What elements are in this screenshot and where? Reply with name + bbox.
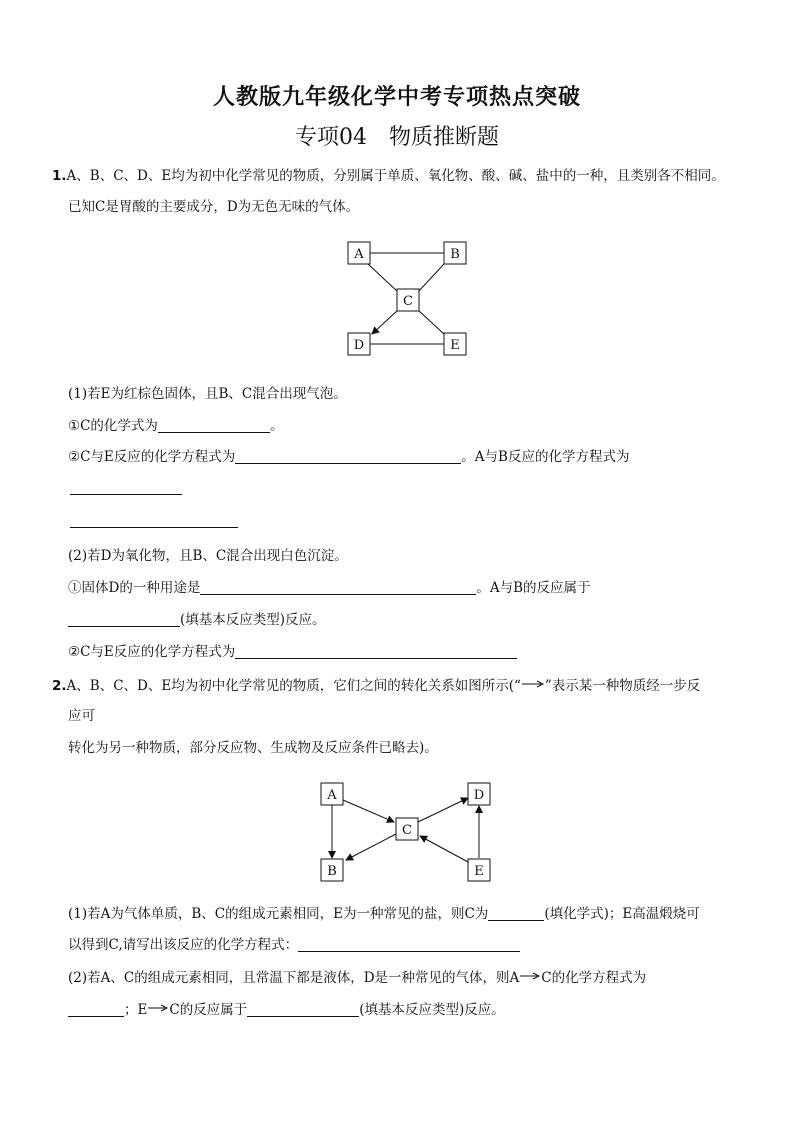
svg-text:E: E xyxy=(474,864,484,879)
arrow-icon xyxy=(147,1003,169,1013)
q2-part1-text: (1)若A为气体单质，B、C的组成元素相同，E为一种常见的盐，则C为 xyxy=(68,906,489,922)
svg-text:B: B xyxy=(450,247,460,262)
svg-text:A: A xyxy=(327,788,337,803)
svg-text:E: E xyxy=(450,338,460,353)
q2-part2-line2-text: ；E xyxy=(124,1002,148,1018)
q1-part2-item1 xyxy=(68,578,591,598)
svg-text:C: C xyxy=(403,294,413,309)
q2-stem-line1 xyxy=(52,676,700,696)
q2-number: 2. xyxy=(52,678,67,694)
q2-edge-c-d xyxy=(418,798,468,822)
q2-stem-text1-post: ”表示某一种物质经一步反 xyxy=(544,678,701,694)
q2-node-b xyxy=(321,859,343,881)
q1-p1-item2-blank[interactable] xyxy=(235,449,461,464)
q1-p2-item1-cont-text: (填基本反应类型)反应。 xyxy=(180,612,326,628)
q1-p2-reaction-type-blank[interactable] xyxy=(68,612,180,627)
q1-diagram xyxy=(340,236,476,360)
q2-part1-text2: (填化学式)；E高温煅烧可 xyxy=(544,906,700,922)
q1-stem-line1 xyxy=(52,166,725,186)
q1-part2: (2)若D为氧化物，且B、C混合出现白色沉淀。 xyxy=(68,548,348,564)
q1-node-a xyxy=(348,242,370,264)
q1-number: 1. xyxy=(52,168,67,184)
q1-stem-text1: A、B、C、D、E均为初中化学常见的物质，分别属于单质、氧化物、酸、碱、盐中的一种，且类别各不相同。 xyxy=(66,168,725,184)
svg-text:D: D xyxy=(353,338,365,353)
q2-part2-line2 xyxy=(68,1000,505,1020)
q1-stem-line2: 已知C是胃酸的主要成分，D为无色无味的气体。 xyxy=(68,199,360,215)
q1-node-b xyxy=(444,242,466,264)
q2-part1-equation-blank[interactable] xyxy=(298,937,520,952)
document-title: 人教版九年级化学中考专项热点突破 xyxy=(212,85,581,110)
q1-node-d xyxy=(348,333,370,355)
svg-text:D: D xyxy=(473,788,485,803)
q2-stem-line3: 转化为另一种物质，部分反应物、生成物及反应条件已略去)。 xyxy=(68,740,438,756)
arrow-icon xyxy=(519,971,541,981)
q1-p1-item1-end: 。 xyxy=(269,418,284,434)
q2-part1-line2-text: 以得到C,请写出该反应的化学方程式： xyxy=(68,937,299,953)
q2-part1-formula-blank[interactable] xyxy=(488,906,544,921)
svg-text:C: C xyxy=(402,823,412,838)
q2-node-c xyxy=(396,818,418,840)
q1-edge-a-c xyxy=(368,264,398,292)
svg-text:B: B xyxy=(327,864,337,879)
q2-part1-line1 xyxy=(68,904,700,924)
q1-node-c xyxy=(397,289,419,311)
q2-edge-c-b xyxy=(346,834,396,860)
document-subtitle: 专项04 物质推断题 xyxy=(295,125,499,150)
q2-part2-equation-blank[interactable] xyxy=(68,1002,124,1017)
q1-node-e xyxy=(444,333,466,355)
q2-part2-line2-end: (填基本反应类型)反应。 xyxy=(359,1002,505,1018)
q1-edge-c-e xyxy=(418,310,444,334)
q2-diagram xyxy=(316,778,496,886)
q1-p2-item1-text: ①固体D的一种用途是 xyxy=(68,580,201,596)
q1-p1-ab-blank-line1[interactable] xyxy=(70,494,182,495)
q1-edge-b-c xyxy=(418,264,444,292)
q1-p1-ab-blank-line2[interactable] xyxy=(70,527,238,528)
q1-p1-item2-text2: 。A与B反应的化学方程式为 xyxy=(461,449,630,465)
q2-stem-text1: A、B、C、D、E均为初中化学常见的物质，它们之间的转化关系如图所示(“ xyxy=(66,678,521,694)
arrow-icon xyxy=(521,679,545,689)
q1-part2-item2 xyxy=(68,642,517,662)
q1-p2-item1-blank[interactable] xyxy=(200,580,476,595)
q2-part2-line2-text2: C的反应属于 xyxy=(169,1002,248,1018)
q1-p2-item1-text2: 。A与B的反应属于 xyxy=(476,580,591,596)
q1-p2-item2-text: ②C与E反应的化学方程式为 xyxy=(68,644,236,660)
q1-p1-item1-blank[interactable] xyxy=(158,418,270,433)
q1-part1: (1)若E为红棕色固体，且B、C混合出现气泡。 xyxy=(68,386,347,402)
svg-text:A: A xyxy=(354,247,364,262)
q2-node-a xyxy=(321,783,343,805)
q1-part2-item1-cont xyxy=(68,610,326,630)
q1-part1-item1 xyxy=(68,416,283,436)
q2-edge-e-c xyxy=(420,836,468,862)
q1-p1-item2-text: ②C与E反应的化学方程式为 xyxy=(68,449,236,465)
q2-edge-a-c xyxy=(343,800,394,822)
q1-part1-item2 xyxy=(68,447,629,467)
q1-edge-c-d xyxy=(372,310,398,334)
q2-part2-text2: C的化学方程式为 xyxy=(541,970,647,986)
q1-p2-item2-blank[interactable] xyxy=(235,644,517,659)
q2-part1-line2 xyxy=(68,935,520,955)
q1-p1-item1-text: ①C的化学式为 xyxy=(68,418,158,434)
q2-part2-reaction-type-blank[interactable] xyxy=(247,1002,359,1017)
q2-node-e xyxy=(468,859,490,881)
q2-node-d xyxy=(468,783,490,805)
q2-part2-text: (2)若A、C的组成元素相同，且常温下都是液体，D是一种常见的气体，则A xyxy=(68,970,520,986)
q2-stem-line2: 应可 xyxy=(68,708,95,724)
q2-part2-line1 xyxy=(68,968,646,988)
